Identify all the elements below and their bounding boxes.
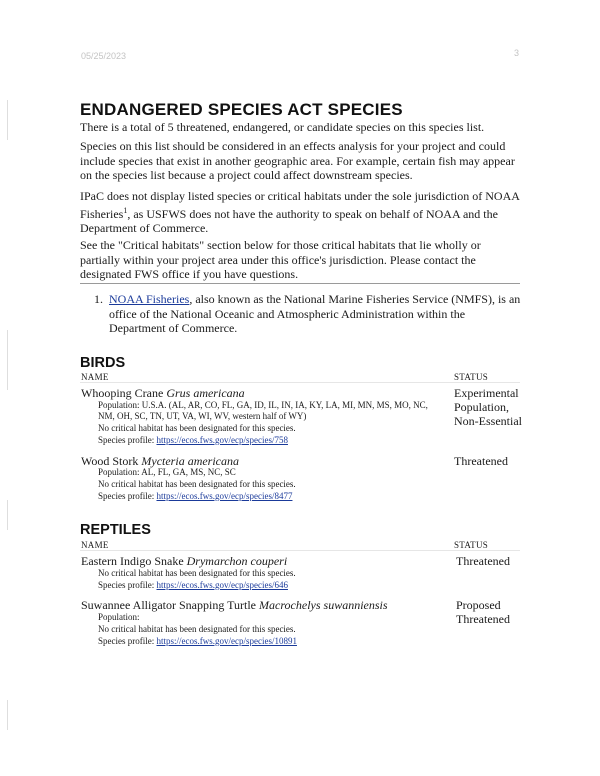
birds-name-column: NAME: [81, 372, 109, 382]
critical-habitat-text: No critical habitat has been designated for this species.: [98, 479, 296, 489]
species-name-whooping-crane: [81, 386, 245, 401]
noaa-paragraph-text-end: , as USFWS does not have the authority to speak on behalf of NOAA and the Department of Commerce.: [80, 206, 498, 235]
species-count-text: There is a total of 5 threatened, endangered, or candidate species on this species list.: [80, 120, 485, 134]
population-text: Population: AL, FL, GA, MS, NC, SC: [98, 467, 236, 477]
critical-habitat-text: No critical habitat has been designated for this species.: [98, 423, 296, 433]
species-profile: [98, 491, 443, 502]
common-name: Whooping Crane: [81, 386, 164, 400]
scientific-name: Mycteria americana: [141, 454, 240, 468]
species-name-eastern-indigo-snake: [81, 554, 287, 569]
scan-edge-mark: [7, 100, 8, 140]
common-name: Suwannee Alligator Snapping Turtle: [81, 598, 256, 612]
species-profile: [98, 636, 443, 647]
scientific-name: Drymarchon couperi: [186, 554, 288, 568]
species-profile-link[interactable]: https://ecos.fws.gov/ecp/species/10891: [156, 636, 297, 646]
species-profile-label: Species profile:: [98, 580, 157, 590]
divider: [80, 283, 520, 284]
species-profile-label: Species profile:: [98, 435, 157, 445]
noaa-paragraph: [80, 189, 520, 236]
footnote-number: 1.: [94, 292, 103, 306]
column-divider: [80, 382, 520, 383]
common-name: Eastern Indigo Snake: [81, 554, 184, 568]
species-profile-label: Species profile:: [98, 636, 157, 646]
scientific-name: Grus americana: [166, 386, 245, 400]
species-profile-link[interactable]: https://ecos.fws.gov/ecp/species/8477: [156, 491, 293, 501]
species-profile: [98, 435, 443, 446]
column-divider: [80, 550, 520, 551]
section-title: ENDANGERED SPECIES ACT SPECIES: [80, 100, 403, 119]
species-profile-label: Species profile:: [98, 491, 157, 501]
footnote-body: , also known as the National Marine Fisheries Service (NMFS), is an office of the National Oceanic and Atmospheric Administration within the Department of Commerce.: [109, 292, 521, 335]
population-text: Population:: [98, 612, 140, 622]
scan-edge-mark: [7, 330, 8, 390]
reptiles-name-column: NAME: [81, 540, 109, 550]
header-date: 05/25/2023: [81, 51, 127, 61]
population-text: Population: U.S.A. (AL, AR, CO, FL, GA, ID, IL, IN, IA, KY, LA, MI, MN, MS, MO, NC, NM, OH, SC, TN, UT, VA, WI, WV, western half of WY): [98, 400, 428, 422]
scan-edge-mark: [7, 700, 8, 730]
footnote-text: [109, 292, 521, 336]
critical-habitat-text: No critical habitat has been designated for this species.: [98, 568, 296, 578]
status-text: Threatened: [456, 554, 510, 568]
common-name: Wood Stork: [81, 454, 139, 468]
footnote-ref[interactable]: 1: [123, 205, 128, 215]
status-text: Threatened: [454, 454, 508, 468]
species-profile-link[interactable]: https://ecos.fws.gov/ecp/species/646: [156, 580, 288, 590]
reptiles-status-column: STATUS: [454, 540, 489, 550]
reptiles-heading: REPTILES: [80, 522, 151, 538]
scan-edge-mark: [7, 500, 8, 530]
species-profile: [98, 580, 443, 591]
analysis-paragraph: Species on this list should be considered in an effects analysis for your project and could include species that exist in another geographic area. For example, certain fish may appear on the species list because a project could affect downstream species.: [80, 139, 515, 182]
status-text: Proposed Threatened: [456, 598, 510, 626]
birds-heading: BIRDS: [80, 355, 126, 371]
page-number: 3: [514, 48, 520, 58]
species-profile-link[interactable]: https://ecos.fws.gov/ecp/species/758: [156, 435, 288, 445]
birds-status-column: STATUS: [454, 372, 489, 382]
critical-habitat-text: No critical habitat has been designated for this species.: [98, 624, 296, 634]
noaa-paragraph-text: IPaC does not display listed species or critical habitats under the sole jurisdiction of NOAA Fisheries: [80, 189, 520, 221]
status-text: Experimental Population, Non-Essential: [454, 386, 522, 428]
scientific-name: Macrochelys suwanniensis: [259, 598, 388, 612]
species-name-suwannee-alligator-snapping-turtle: [81, 598, 388, 613]
noaa-fisheries-link[interactable]: NOAA Fisheries: [109, 292, 190, 306]
critical-habitats-paragraph: See the "Critical habitats" section below for those critical habitats that lie wholly or partially within your project area under this office's jurisdiction. Please contact the designated FWS office if you have questions.: [80, 238, 481, 281]
